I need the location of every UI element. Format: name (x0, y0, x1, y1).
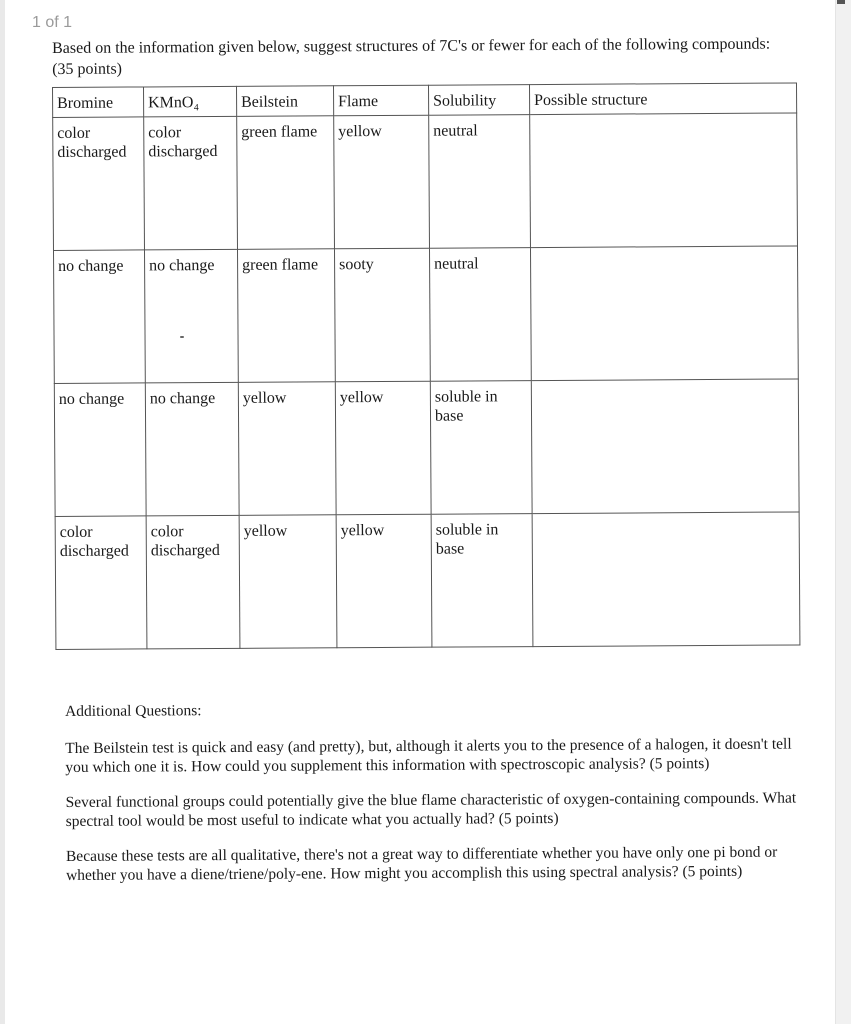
viewer-scrollbar[interactable] (835, 0, 851, 1024)
cell-flame: yellow (336, 514, 432, 648)
header-kmno4: KMnO₄ (144, 86, 237, 117)
table-row (53, 246, 798, 384)
cell-beilstein: yellow (238, 382, 336, 516)
prompt-points: (35 points) (52, 60, 123, 78)
cell-solubility: neutral (429, 248, 531, 382)
table-row (53, 113, 798, 251)
compound-tests-table-wrap (52, 82, 800, 650)
header-possible-structure: Possible structure (529, 83, 796, 115)
viewer-left-edge (0, 0, 5, 1024)
cell-beilstein: green flame (237, 249, 335, 383)
scrollbar-thumb[interactable] (837, 0, 845, 4)
table-header-row (53, 83, 797, 118)
cell-beilstein: green flame (237, 116, 335, 250)
table-row (55, 512, 800, 650)
prompt-text: Based on the information given below, suggest structures of 7C's or fewer for each of the following compounds: (52, 35, 771, 57)
cell-kmno4: color discharged (144, 116, 238, 250)
cell-solubility: soluble in base (431, 514, 533, 648)
cell-kmno4: no change (144, 249, 238, 383)
cell-possible-structure[interactable] (530, 113, 798, 248)
additional-questions (65, 697, 811, 901)
cell-flame: yellow (335, 381, 431, 515)
cell-bromine: no change (53, 250, 145, 384)
cell-flame: yellow (334, 115, 430, 249)
header-bromine: Bromine (53, 87, 144, 118)
question-pi-bonds: Because these tests are all qualitative, there's not a great way to differentiate whether you have only one pi bond or whether you have a diene/triene/poly-ene. How might you accomplish this using spectral analysis? (5 points) (65, 843, 778, 884)
cell-bromine: color discharged (55, 516, 147, 650)
cell-possible-structure[interactable] (531, 379, 799, 514)
compound-tests-table (52, 82, 800, 650)
assignment-prompt (52, 33, 812, 80)
page-counter: 1 of 1 (32, 14, 73, 31)
cell-beilstein: yellow (239, 515, 337, 649)
cell-possible-structure[interactable] (532, 512, 800, 647)
table-row (54, 379, 799, 517)
cell-bromine: color discharged (53, 117, 145, 251)
cell-kmno4: color discharged (146, 515, 240, 649)
cell-solubility: soluble in base (430, 381, 532, 515)
question-oxygen-functional-groups: Several functional groups could potentially give the blue flame characteristic of oxygen-containing compounds. What spectral tool would be most useful to indicate what you actually had? (5 points) (65, 789, 797, 830)
cell-kmno4: no change (145, 382, 239, 516)
cell-possible-structure[interactable] (530, 246, 798, 381)
header-beilstein: Beilstein (236, 86, 333, 117)
additional-questions-heading: Additional Questions: (65, 702, 202, 720)
question-beilstein-halogen: The Beilstein test is quick and easy (and pretty), but, although it alerts you to the presence of a halogen, it doesn't tell you which one it is. How could you supplement this information with spectroscopic analysis? (5 points) (65, 735, 792, 776)
header-solubility: Solubility (428, 85, 529, 116)
scan-speck (180, 336, 184, 338)
cell-solubility: neutral (429, 115, 531, 249)
cell-flame: sooty (334, 248, 430, 382)
header-flame: Flame (333, 85, 428, 116)
cell-bromine: no change (54, 383, 146, 517)
